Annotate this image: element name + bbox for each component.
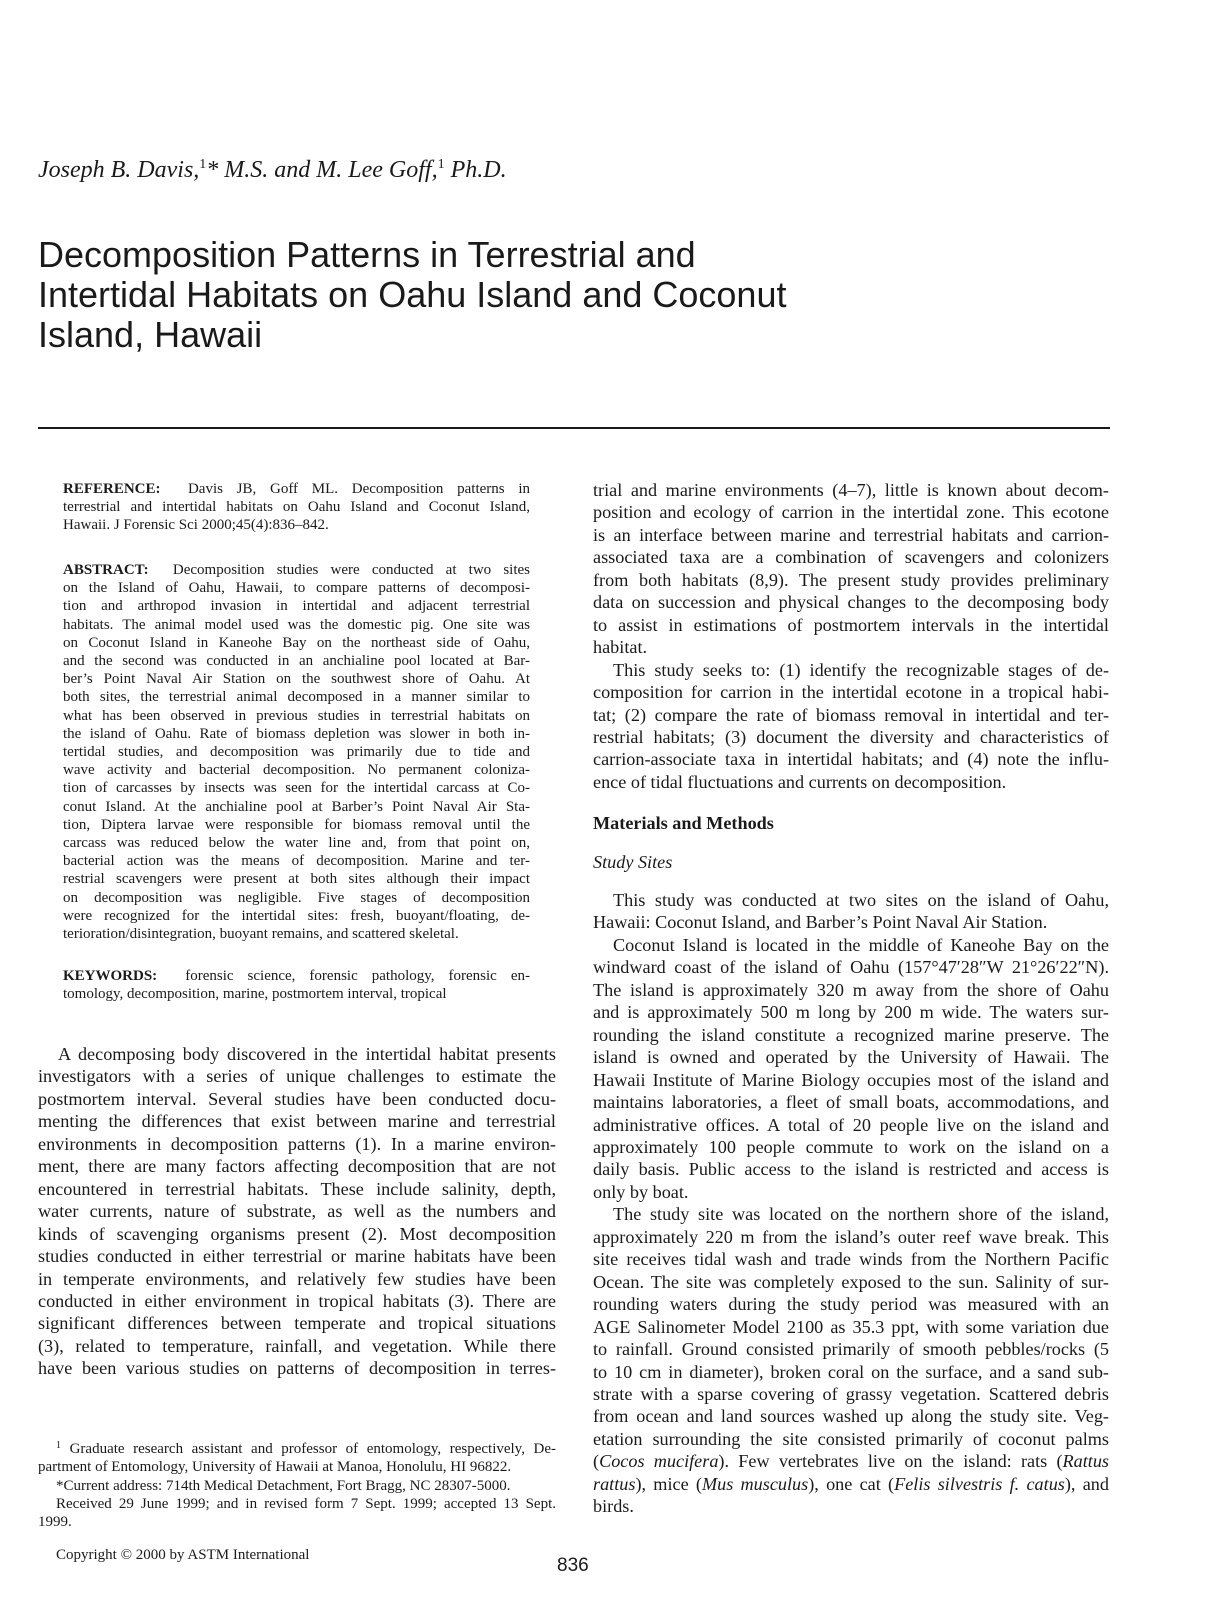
- corresponding-star: *: [206, 157, 219, 183]
- page-number: 836: [557, 1555, 589, 1576]
- body-line: island is owned and operated by the University of Hawaii. The: [593, 1047, 1109, 1068]
- body-line: This study seeks to: (1) identify the recognizable stages of de-: [613, 659, 1109, 680]
- body-line: The study site was located on the northern shore of the island,: [613, 1204, 1109, 1225]
- species-name: Mus musculus: [701, 1473, 809, 1494]
- body-line: Hawaii Institute of Marine Biology occupies most of the island and: [593, 1069, 1109, 1090]
- body-line: This study was conducted at two sites on the island of Oahu,: [613, 890, 1109, 910]
- keywords-label: KEYWORDS:: [63, 968, 158, 984]
- body-line: ence of tidal fluctuations and currents on decomposition.: [593, 771, 1007, 792]
- received-dates: 1999.: [38, 1514, 72, 1531]
- abstract-text: terioration/disintegration, buoyant remains, and scattered skeletal.: [63, 926, 459, 943]
- reference-block: [63, 480, 530, 535]
- body-line: windward coast of the island of Oahu (157°47′28″W 21°26′22″N).: [593, 957, 1109, 978]
- abstract-text: tertidal studies, and decomposition was primarily due to tide and: [63, 744, 530, 761]
- abstract-text: what has been observed in previous studies in terrestrial habitats on: [63, 707, 530, 724]
- body-line: and is approximately 500 m long by 200 m wide. The waters sur-: [593, 1002, 1109, 1023]
- abstract-text: on the Island of Oahu, Hawaii, to compare patterns of decomposi-: [63, 580, 530, 597]
- intro-continuation: [593, 479, 1109, 793]
- body-line: Coconut Island is located in the middle of Kaneohe Bay on the: [613, 934, 1109, 955]
- body-line: (3), related to temperature, rainfall, and vegetation. While there: [38, 1335, 556, 1356]
- reference-text: Hawaii. J Forensic Sci 2000;45(4):836–842.: [63, 517, 329, 534]
- abstract-text: restrial scavengers were present at both sites although their impact: [63, 871, 530, 888]
- text-fragment: ), and: [1064, 1473, 1109, 1494]
- copyright-notice: Copyright © 2000 by ASTM International: [56, 1547, 310, 1563]
- body-line: position and ecology of carrion in the intertidal zone. This ecotone: [593, 502, 1109, 523]
- text-fragment: ), one cat (: [808, 1473, 895, 1494]
- abstract-text: Decomposition studies were conducted at two sites: [172, 562, 530, 578]
- body-line: [593, 1450, 1109, 1472]
- text-fragment: (: [593, 1451, 600, 1472]
- body-line: from ocean and land sources washed up along the study site. Veg-: [593, 1406, 1109, 1427]
- body-line: composition for carrion in the intertidal ecotone in a tropical habi-: [593, 682, 1109, 703]
- body-line: trial and marine environments (4–7), little is known about decom-: [593, 480, 1109, 500]
- body-line: carrion-associate taxa in intertidal habitats; and (4) note the influ-: [593, 749, 1109, 770]
- author-2: M.S. and M. Lee Goff,: [218, 157, 438, 183]
- footnote-text: Graduate research assistant and professor of entomology, respectively, De-: [69, 1441, 556, 1457]
- body-line: daily basis. Public access to the island is restricted and access is: [593, 1159, 1109, 1180]
- body-line: rounding waters during the study period was measured with an: [593, 1294, 1109, 1315]
- body-line: site receives tidal wash and trade winds from the Northern Pacific: [593, 1249, 1109, 1270]
- author-2-degree: Ph.D.: [444, 157, 507, 183]
- body-line: to assist in estimations of postmortem intervals in the intertidal: [593, 614, 1109, 635]
- body-line: maintains laboratories, a fleet of small boats, accommodations, and: [593, 1092, 1109, 1113]
- body-line: to rainfall. Ground consisted primarily of smooth pebbles/rocks (5: [593, 1339, 1109, 1360]
- abstract-text: the island of Oahu. Rate of biomass depletion was slower in both in-: [63, 725, 530, 742]
- reference-text: Davis JB, Goff ML. Decomposition patterns in: [187, 481, 530, 497]
- author-1: Joseph B. Davis,: [38, 157, 200, 183]
- body-line: from both habitats (8,9). The present study provides preliminary: [593, 569, 1109, 590]
- abstract-text: on Coconut Island in Kaneohe Bay on the northeast side of Oahu,: [63, 634, 530, 651]
- reference-text: terrestrial and intertidal habitats on Oahu Island and Coconut Island,: [63, 499, 530, 516]
- abstract-block: [63, 561, 530, 943]
- keywords-text: forensic science, forensic pathology, forensic en-: [185, 968, 530, 984]
- abstract-text: conut Island. At the anchialine pool at Barber’s Point Naval Air Sta-: [63, 798, 530, 815]
- affiliation-marker-1: 1: [199, 157, 207, 172]
- body-line: associated taxa are a combination of scavengers and colonizers: [593, 547, 1109, 568]
- abstract-text: wave activity and bacterial decomposition. No permanent coloniza-: [63, 762, 530, 779]
- abstract-text: both sites, the terrestrial animal decomposed in a manner similar to: [63, 689, 530, 706]
- affiliation-marker-2: 1: [437, 157, 445, 172]
- title-line: Intertidal Habitats on Oahu Island and Coconut: [38, 274, 787, 315]
- body-line: approximately 100 people commute to work on the island on a: [593, 1136, 1109, 1157]
- body-line: birds.: [593, 1496, 634, 1517]
- abstract-text: carcass was reduced below the water line and, from that point on,: [63, 835, 530, 852]
- body-line: only by boat.: [593, 1181, 689, 1202]
- body-line: Hawaii: Coconut Island, and Barber’s Point Naval Air Station.: [593, 912, 1048, 933]
- body-line: is an interface between marine and terrestrial habitats and carrion-: [593, 524, 1109, 545]
- body-line: to 10 cm in diameter), broken coral on the surface, and a sand sub-: [593, 1361, 1109, 1382]
- body-line: conducted in either environment in tropical habitats (3). There are: [38, 1290, 556, 1311]
- body-line: studies conducted in either terrestrial or marine habitats have been: [38, 1246, 556, 1267]
- species-name: Rattus: [1062, 1451, 1109, 1472]
- body-line: tat; (2) compare the rate of biomass removal in intertidal and ter-: [593, 704, 1109, 725]
- received-dates: Received 29 June 1999; and in revised form 7 Sept. 1999; accepted 13 Sept.: [56, 1495, 556, 1512]
- footnote-text: *Current address: 714th Medical Detachment, Fort Bragg, NC 28307-5000.: [56, 1477, 511, 1494]
- body-line: A decomposing body discovered in the intertidal habitat presents: [58, 1044, 556, 1064]
- footnote-marker: 1: [56, 1440, 61, 1451]
- title-rule: [38, 427, 1110, 429]
- species-name: Felis silvestris f. catus: [894, 1473, 1065, 1494]
- body-line: investigators with a series of unique challenges to estimate the: [38, 1066, 556, 1087]
- keywords-block: [63, 967, 530, 1003]
- abstract-text: tion, Diptera larvae were responsible for biomass removal until the: [63, 816, 530, 833]
- study-sites-text: [593, 889, 1109, 1518]
- text-fragment: ). Few vertebrates live on the island: rats (: [718, 1451, 1063, 1472]
- body-line: have been various studies on patterns of decomposition in terres-: [38, 1358, 556, 1379]
- body-line: administrative offices. A total of 20 people live on the island and: [593, 1114, 1109, 1135]
- body-line: habitat.: [593, 637, 648, 658]
- body-line: AGE Salinometer Model 2100 as 35.3 ppt, with some variation due: [593, 1316, 1109, 1337]
- body-line: significant differences between temperate and tropical situations: [38, 1313, 556, 1334]
- intro-paragraph: [38, 1043, 556, 1380]
- footnotes: [38, 1440, 556, 1531]
- abstract-text: on decomposition was negligible. Five stages of decomposition: [63, 889, 530, 906]
- body-line: Ocean. The site was completely exposed to the sun. Salinity of sur-: [593, 1271, 1109, 1292]
- species-name: Cocos mucifera: [599, 1451, 719, 1472]
- title-line: Island, Hawaii: [38, 314, 263, 355]
- section-heading: Materials and Methods: [593, 813, 774, 833]
- body-line: environments in decomposition patterns (1). In a marine environ-: [38, 1133, 556, 1154]
- keywords-text: tomology, decomposition, marine, postmortem interval, tropical: [63, 986, 447, 1003]
- body-line: in temperate environments, and relatively few studies have been: [38, 1268, 556, 1289]
- body-line: water currents, nature of substrate, as well as the numbers and: [38, 1201, 556, 1222]
- body-line: rounding the island constitute a recognized marine preserve. The: [593, 1024, 1109, 1045]
- subsection-heading: Study Sites: [593, 852, 673, 872]
- paper-title: [38, 235, 858, 355]
- abstract-text: ber’s Point Naval Air Station on the southwest shore of Oahu. At: [63, 671, 530, 688]
- abstract-label: ABSTRACT:: [63, 562, 149, 578]
- body-line: kinds of scavenging organisms present (2). Most decomposition: [38, 1223, 556, 1244]
- footnote-text: partment of Entomology, University of Hawaii at Manoa, Honolulu, HI 96822.: [38, 1459, 512, 1476]
- body-line: approximately 220 m from the island’s outer reef wave break. This: [593, 1226, 1109, 1247]
- abstract-text: tion and arthropod invasion in intertidal and adjacent terrestrial: [63, 598, 530, 615]
- body-line: encountered in terrestrial habitats. These include salinity, depth,: [38, 1178, 556, 1199]
- abstract-text: were recognized for the intertidal sites: fresh, buoyant/floating, de-: [63, 907, 530, 924]
- body-line: The island is approximately 320 m away from the shore of Oahu: [593, 979, 1109, 1000]
- body-line: postmortem interval. Several studies have been conducted docu-: [38, 1088, 556, 1109]
- body-line: ment, there are many factors affecting decomposition that are not: [38, 1156, 556, 1177]
- body-line: strate with a sparse covering of grassy vegetation. Scattered debris: [593, 1383, 1109, 1404]
- abstract-text: habitats. The animal model used was the domestic pig. One site was: [63, 616, 530, 633]
- body-line: data on succession and physical changes to the decomposing body: [593, 592, 1109, 613]
- abstract-text: tion of carcasses by insects was seen for the intertidal carcass at Co-: [63, 780, 530, 797]
- abstract-text: bacterial action was the means of decomposition. Marine and ter-: [63, 853, 530, 870]
- title-line: Decomposition Patterns in Terrestrial and: [38, 234, 696, 275]
- body-line: restrial habitats; (3) document the diversity and characteristics of: [593, 726, 1109, 747]
- body-line: etation surrounding the site consisted primarily of coconut palms: [593, 1428, 1109, 1449]
- body-line: [593, 1473, 1109, 1495]
- text-fragment: ), mice (: [635, 1473, 702, 1494]
- body-line: menting the differences that exist between marine and terrestrial: [38, 1111, 556, 1132]
- species-name: rattus: [593, 1473, 636, 1494]
- abstract-text: and the second was conducted in an anchialine pool located at Bar-: [63, 653, 530, 670]
- reference-label: REFERENCE:: [63, 481, 161, 497]
- author-line: [38, 157, 507, 184]
